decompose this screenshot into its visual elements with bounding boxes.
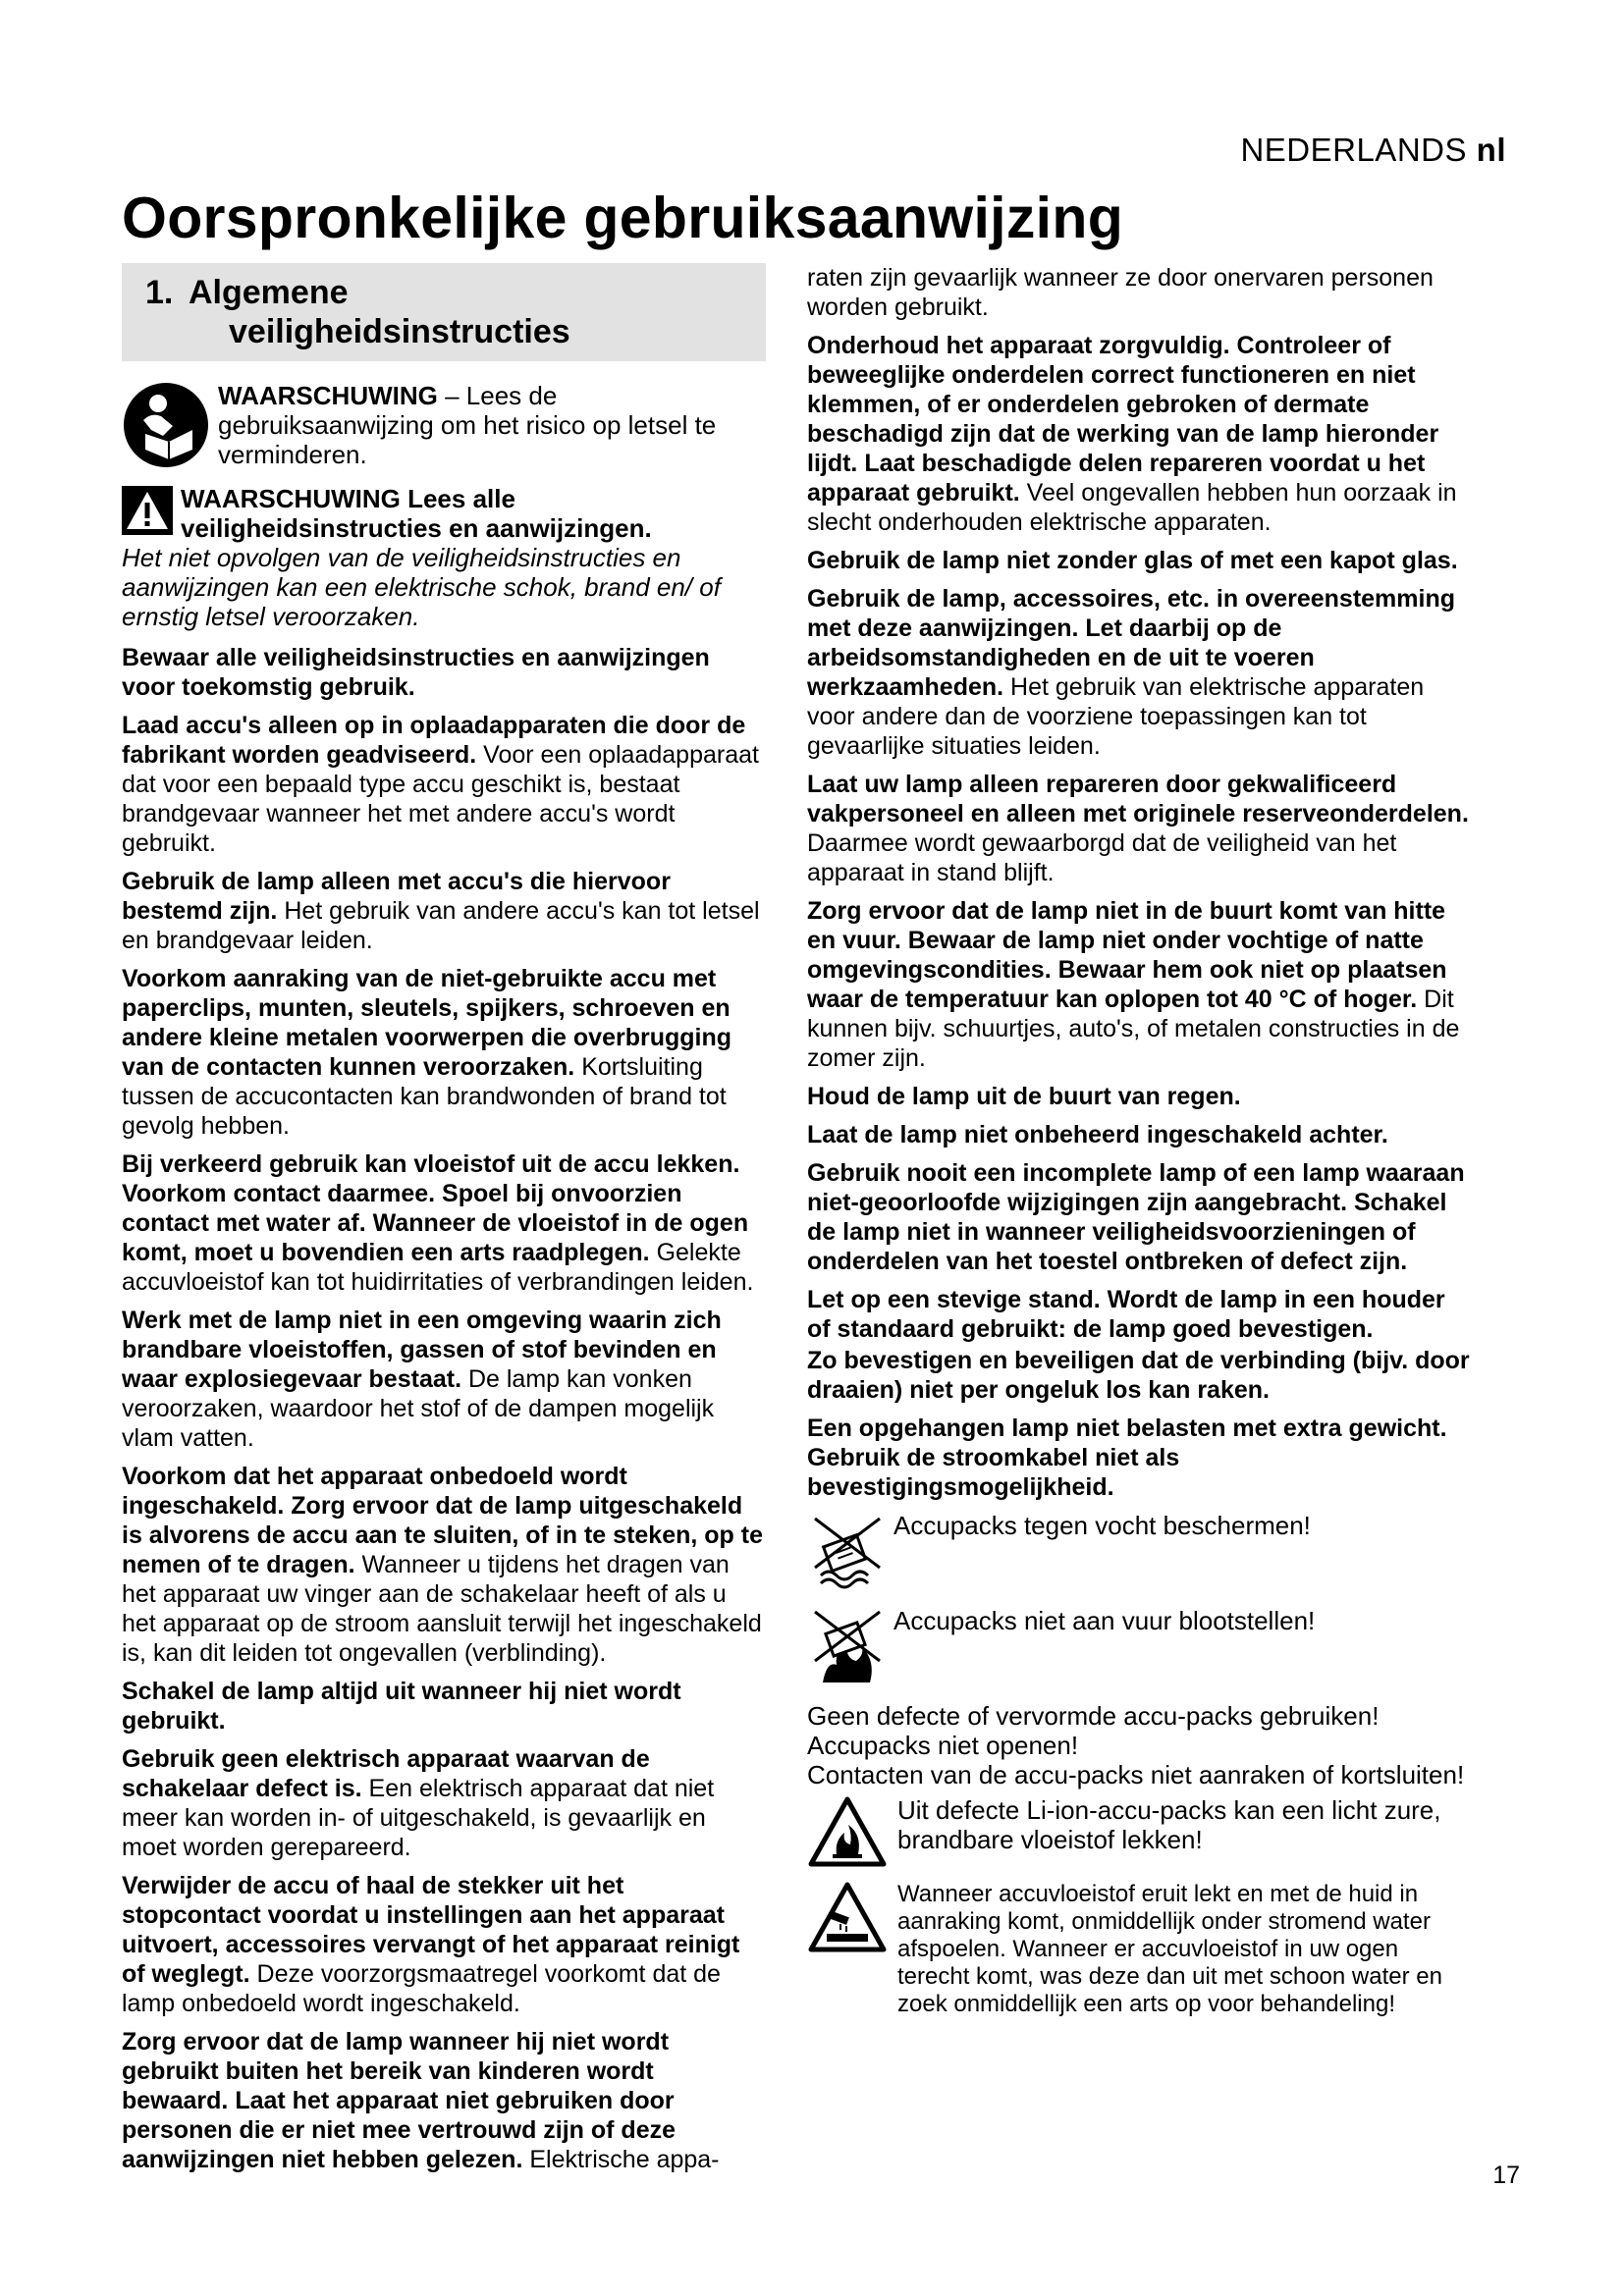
paragraph-bold: Gebruik nooit een incomplete lamp of een lamp waaraan niet-geoorloofde wijzigingen zijn aangebracht. Schakel de lamp niet in wanneer veiligheidsvoorzieningen of onderdelen van het toestel ontbreken of defect zijn. bbox=[807, 1159, 1465, 1275]
paragraph-bold: Zo bevestigen en beveiligen dat de verbinding (bijv. door draaien) niet per ongeluk los kan raken. bbox=[807, 1347, 1470, 1404]
paragraph-normal: Kortsluiting tussen de accucontacten kan brandwonden of brand tot gevolg hebben. bbox=[122, 1053, 727, 1140]
paragraph-bold: Voorkom dat het apparaat onbedoeld wordt ingeschakeld. Zorg ervoor dat de lamp uitgeschakeld is alvorens de accu aan te sluiten, of in te steken, op te nemen of te dragen. bbox=[122, 1463, 763, 1578]
right-paragraph bbox=[807, 1082, 1475, 1111]
battery-warning-line: Accupacks niet openen! bbox=[807, 1731, 1079, 1760]
paragraph-bold: Schakel de lamp altijd uit wanneer hij niet wordt gebruikt. bbox=[122, 1678, 681, 1735]
paragraph-bold: Bewaar alle veiligheidsinstructies en aanwijzingen voor toekomstig gebruik. bbox=[122, 644, 710, 701]
flammable-hazard-icon bbox=[807, 1795, 888, 1875]
paragraph-bold: Voorkom aanraking van de niet-gebruikte accu met paperclips, munten, sleutels, spijkers, schroeven en andere kleine metalen voorwerpen die overbrugging van de contacten kunnen veroorzaken. bbox=[122, 965, 731, 1081]
warning1-text bbox=[218, 381, 766, 469]
paragraph-bold: Gebruik geen elektrisch apparaat waarvan de schakelaar defect is. bbox=[122, 1745, 650, 1802]
paragraph-bold: Zorg ervoor dat de lamp niet in de buurt komt van hitte en vuur. Bewaar de lamp niet onder vochtige of natte omgevingscondities. Bewaar hem ook niet op plaatsen waar de temperatuur kan oplopen tot 40 °C of hoger. bbox=[807, 897, 1447, 1013]
paragraph-bold: Laat uw lamp alleen repareren door gekwalificeerd vakpersoneel en alleen met originele reserveonderdelen. bbox=[807, 771, 1469, 828]
moisture-note-text: Accupacks tegen vocht beschermen! bbox=[893, 1511, 1311, 1540]
read-manual-icon bbox=[122, 381, 210, 476]
paragraph-bold: Houd de lamp uit de buurt van regen. bbox=[807, 1083, 1241, 1110]
paragraph-normal: Deze voorzorgsmaatregel voorkomt dat de lamp onbedoeld wordt ingeschakeld. bbox=[122, 1960, 721, 2017]
right-paragraph bbox=[807, 584, 1475, 761]
language-code: nl bbox=[1476, 132, 1506, 168]
page-number: 17 bbox=[1492, 2162, 1520, 2189]
warning-triangle-icon bbox=[122, 486, 173, 542]
paragraph-bold: Onderhoud het apparaat zorgvuldig. Controleer of beweeglijke onderdelen correct functioneren en niet klemmen, of er onderdelen gebroken of dermate beschadigd zijn dat de werking van de lamp hieronder lijdt. Laat beschadigde delen repareren voordat u het apparaat gebruikt. bbox=[807, 332, 1439, 507]
section-title-line2: veiligheidsinstructies bbox=[229, 313, 570, 350]
no-fire-icon bbox=[807, 1606, 888, 1695]
left-paragraph bbox=[122, 1677, 766, 1735]
right-column bbox=[807, 263, 1475, 2018]
moisture-note bbox=[807, 1511, 1475, 1600]
left-paragraph bbox=[122, 2027, 766, 2174]
paragraph-normal: Het gebruik van elektrische apparaten voor andere dan de voorziene toepassingen kan tot gevaarlijke situaties leiden. bbox=[807, 673, 1425, 760]
language-name: NEDERLANDS bbox=[1240, 132, 1467, 168]
paragraph-normal: De lamp kan vonken veroorzaken, waardoor het stof of de dampen mogelijk vlam vatten. bbox=[122, 1365, 715, 1452]
left-paragraph bbox=[122, 643, 766, 702]
right-paragraph bbox=[807, 770, 1475, 887]
paragraph-normal: Het gebruik van andere accu's kan tot letsel en brandgevaar leiden. bbox=[122, 897, 760, 954]
language-indicator bbox=[1240, 132, 1506, 169]
paragraph-bold: Een opgehangen lamp niet belasten met extra gewicht. Gebruik de stroomkabel niet als bevestigingsmogelijkheid. bbox=[807, 1415, 1447, 1501]
no-moisture-icon bbox=[807, 1511, 888, 1600]
left-column bbox=[122, 263, 766, 2183]
paragraph-bold: Laat de lamp niet onbeheerd ingeschakeld achter. bbox=[807, 1121, 1388, 1148]
paragraph-normal: Wanneer u tijdens het dragen van het apparaat uw vinger aan de schakelaar heeft of als u het apparaat op de stroom aansluit terwijl het ingeschakeld is, kan dit leiden tot ongevallen (verblinding). bbox=[122, 1551, 762, 1667]
section-heading bbox=[145, 273, 752, 351]
left-paragraph bbox=[122, 1744, 766, 1862]
paragraph-normal: raten zijn gevaarlijk wanneer ze door onervaren personen worden gebruikt. bbox=[807, 264, 1434, 321]
warning2-title: WAARSCHUWING Lees alle veiligheidsinstructies en aanwijzingen. bbox=[181, 484, 652, 543]
paragraph-bold: Laad accu's alleen op in oplaadapparaten die door de fabrikant worden geadviseerd. bbox=[122, 712, 746, 769]
paragraph-bold: Gebruik de lamp, accessoires, etc. in overeenstemming met deze aanwijzingen. Let daarbij op de arbeidsomstandigheden en de uit te voeren werkzaamheden. bbox=[807, 585, 1455, 701]
paragraph-bold: Bij verkeerd gebruik kan vloeistof uit de accu lekken. Voorkom contact daarmee. Spoel bij onvoorzien contact met water af. Wanneer de vloeistof in de ogen komt, moet u bovendien een arts raadplegen. bbox=[122, 1150, 749, 1266]
right-paragraph bbox=[807, 1414, 1475, 1502]
right-paragraph bbox=[807, 331, 1475, 537]
fire-note bbox=[807, 1606, 1475, 1695]
page-title: Oorspronkelijke gebruiksaanwijzing bbox=[122, 186, 1124, 250]
paragraph-bold: Verwijder de accu of haal de stekker uit het stopcontact voordat u instellingen aan het apparaat uitvoert, accessoires vervangt of het apparaat reinigt of weglegt. bbox=[122, 1872, 740, 1988]
corrosive-note-text: Wanneer accuvloeistof eruit lekt en met de huid in aanraking komt, onmiddellijk onder stromend water afspoelen. Wanneer er accuvloeistof in uw ogen terecht komt, was deze dan uit met schoon water en zoek onmiddellijk een arts op voor behandeling! bbox=[897, 1881, 1442, 2017]
paragraph-bold: Zorg ervoor dat de lamp wanneer hij niet wordt gebruikt buiten het bereik van kinderen wordt bewaard. Laat het apparaat niet gebruiken door personen die er niet mee vertrouwd zijn of deze aanwijzingen niet hebben gelezen. bbox=[122, 2028, 677, 2173]
right-paragraph bbox=[807, 1120, 1475, 1149]
right-paragraph bbox=[807, 896, 1475, 1073]
left-paragraph bbox=[122, 964, 766, 1141]
left-paragraph bbox=[122, 1462, 766, 1668]
paragraph-normal: Veel ongevallen hebben hun oorzaak in slecht onderhouden elektrische apparaten. bbox=[807, 479, 1457, 536]
battery-warning-line: Geen defecte of vervormde accu-packs gebruiken! bbox=[807, 1701, 1380, 1731]
paragraph-normal: Voor een oplaadapparaat dat voor een bepaald type accu geschikt is, bestaat brandgevaar wanneer het met andere accu's wordt gebruikt. bbox=[122, 741, 759, 857]
fire-note-text: Accupacks niet aan vuur blootstellen! bbox=[893, 1606, 1316, 1635]
paragraph-normal: Daarmee wordt gewaarborgd dat de veiligheid van het apparaat in stand blijft. bbox=[807, 829, 1397, 886]
paragraph-normal: Dit kunnen bijv. schuurtjes, auto's, of metalen constructies in de zomer zijn. bbox=[807, 986, 1460, 1072]
warning1-label: WAARSCHUWING bbox=[218, 381, 438, 410]
paragraph-bold: Let op een stevige stand. Wordt de lamp in een houder of standaard gebruikt: de lamp goed bevestigen. bbox=[807, 1286, 1445, 1343]
right-paragraph bbox=[807, 1158, 1475, 1276]
right-paragraph bbox=[807, 1285, 1475, 1344]
paragraph-bold: Werk met de lamp niet in een omgeving waarin zich brandbare vloeistoffen, gassen of stof bevinden en waar explosiegevaar bestaat. bbox=[122, 1307, 722, 1393]
section-title-line1: Algemene bbox=[189, 274, 349, 311]
battery-warning-line: Contacten van de accu-packs niet aanraken of kortsluiten! bbox=[807, 1760, 1465, 1789]
flammable-note-text: Uit defecte Li-ion-accu-packs kan een licht zure, brandbare vloeistof lekken! bbox=[897, 1795, 1441, 1854]
flammable-note bbox=[807, 1795, 1475, 1875]
warning1-body: – Lees de gebruiksaanwijzing om het risico op letsel te verminderen. bbox=[218, 381, 717, 469]
section-heading-box bbox=[122, 263, 766, 361]
warning-read-manual bbox=[122, 381, 766, 476]
left-paragraph bbox=[122, 1871, 766, 2018]
corrosive-note bbox=[807, 1881, 1475, 2018]
right-paragraph bbox=[807, 1346, 1475, 1405]
paragraph-normal: Gelekte accuvloeistof kan tot huidirritaties of verbrandingen leiden. bbox=[122, 1239, 754, 1296]
left-paragraph bbox=[122, 867, 766, 955]
paragraph-normal: Een elektrisch apparaat dat niet meer kan worden in- of uitgeschakeld, is gevaarlijk en moet worden gerepareerd. bbox=[122, 1775, 715, 1861]
left-paragraph bbox=[122, 1149, 766, 1297]
right-paragraph bbox=[807, 546, 1475, 575]
warning-all-instructions bbox=[122, 484, 766, 631]
corrosive-hazard-icon bbox=[807, 1881, 888, 1960]
right-paragraph bbox=[807, 263, 1475, 322]
left-paragraph bbox=[122, 711, 766, 858]
paragraph-normal: Elektrische appa- bbox=[522, 2146, 720, 2173]
paragraph-bold: Gebruik de lamp niet zonder glas of met een kapot glas. bbox=[807, 547, 1458, 574]
warning2-italic-text: Het niet opvolgen van de veiligheidsinstructies en aanwijzingen kan een elektrische schok, brand en/ of ernstig letsel veroorzaken. bbox=[122, 543, 721, 631]
section-number: 1. bbox=[145, 274, 174, 311]
left-paragraph bbox=[122, 1306, 766, 1453]
paragraph-bold: Gebruik de lamp alleen met accu's die hiervoor bestemd zijn. bbox=[122, 868, 671, 925]
